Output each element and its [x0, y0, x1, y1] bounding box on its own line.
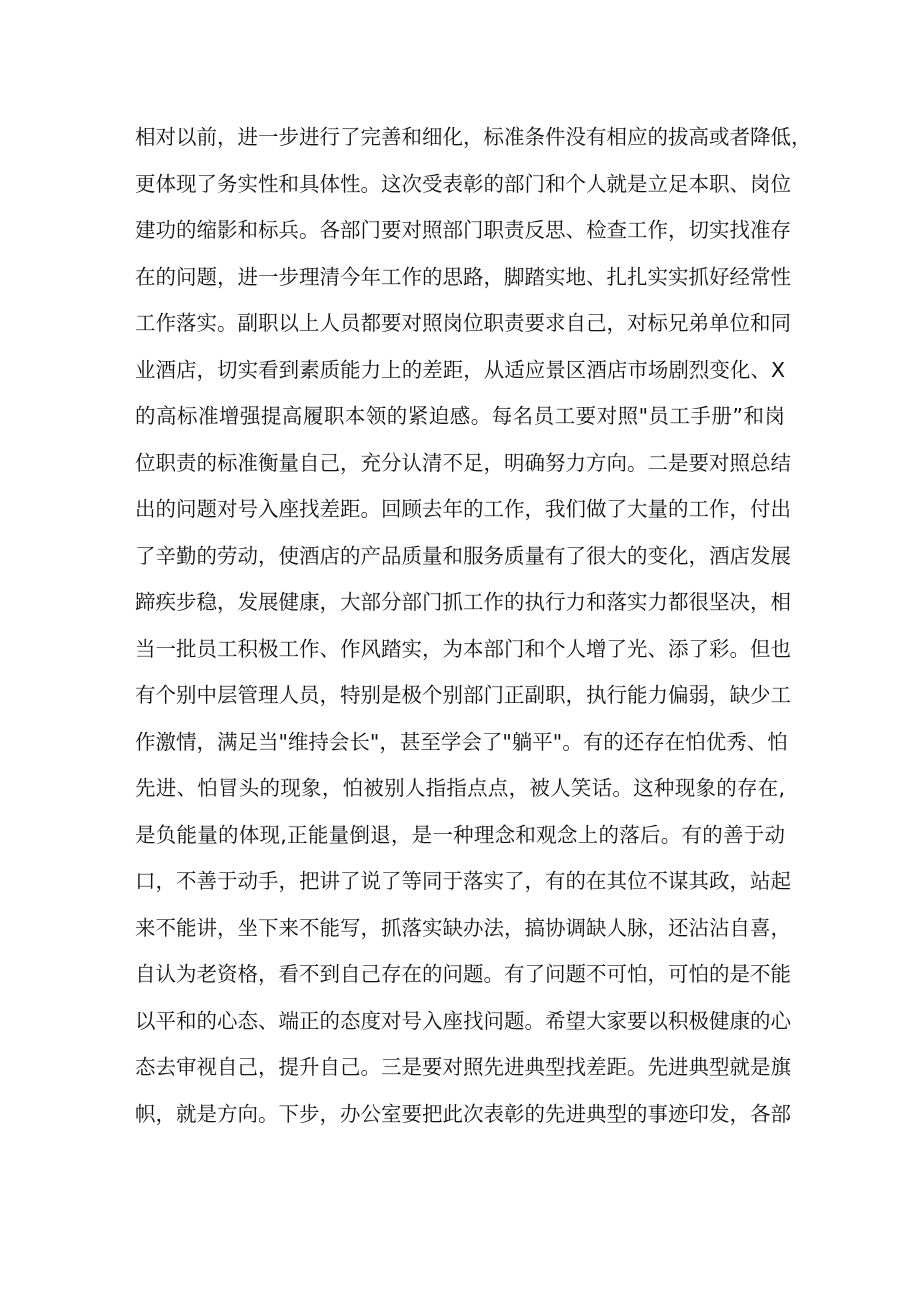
- text-line: 出的问题对号入座找差距。回顾去年的工作，我们做了大量的工作，付出: [135, 497, 791, 521]
- text-line: 先进、怕冒头的现象，怕被别人指指点点，被人笑话。这种现象的存在,: [135, 776, 785, 800]
- text-line: 来不能讲，坐下来不能写，抓落实缺办法，搞协调缺人脉，还沾沾自喜，: [135, 915, 791, 940]
- text-line: 建功的缩影和标兵。各部门要对照部门职责反思、检查工作，切实找准存: [135, 218, 791, 242]
- text-line: 以平和的心态、端正的态度对号入座找问题。希望大家要以积极健康的心: [135, 1008, 791, 1033]
- text-line: 是负能量的体现,正能量倒退，是一种理念和观念上的落后。有的善于动: [135, 822, 785, 847]
- text-line: 的高标准增强提高履职本领的紧迫感。每名员工要对照"员工手册”和岗: [135, 404, 785, 428]
- text-line: 口，不善于动手，把讲了说了等同于落实了，有的在其位不谋其政，站起: [135, 869, 791, 893]
- text-line: 有个别中层管理人员，特别是极个别部门正副职，执行能力偏弱，缺少工: [135, 683, 791, 707]
- text-line: 当一批员工积极工作、作风踏实，为本部门和个人增了光、添了彩。但也: [135, 636, 791, 661]
- text-line: 更体现了务实性和具体性。这次受表彰的部门和个人就是立足本职、岗位: [135, 171, 791, 196]
- text-line: 了辛勤的劳动，使酒店的产品质量和服务质量有了很大的变化，酒店发展: [135, 543, 791, 568]
- text-line: 自认为老资格，看不到自己存在的问题。有了问题不可怕，可怕的是不能: [135, 962, 791, 986]
- text-line: 业酒店，切实看到素质能力上的差距，从适应景区酒店市场剧烈变化、X: [135, 357, 785, 382]
- text-line: 帜，就是方向。下步，办公室要把此次表彰的先进典型的事迹印发，各部: [135, 1101, 791, 1126]
- text-line: 作激情，满足当"维持会长"，甚至学会了"躺平"。有的还存在怕优秀、怕: [135, 729, 788, 754]
- text-line: 相对以前，进一步进行了完善和细化，标准条件没有相应的拔高或者降低，: [135, 125, 812, 149]
- body-text: [135, 114, 812, 1137]
- text-line: 蹄疾步稳，发展健康，大部分部门抓工作的执行力和落实力都很坚决，相: [135, 590, 791, 614]
- text-line: 在的问题，进一步理清今年工作的思路，脚踏实地、扎扎实实抓好经常性: [135, 264, 791, 289]
- text-line: 工作落实。副职以上人员都要对照岗位职责要求自己，对标兄弟单位和同: [135, 311, 791, 335]
- text-line: 态去审视自己，提升自己。三是要对照先进典型找差距。先进典型就是旗: [135, 1055, 791, 1079]
- text-line: 位职责的标准衡量自己，充分认清不足，明确努力方向。二是要对照总结: [135, 450, 791, 475]
